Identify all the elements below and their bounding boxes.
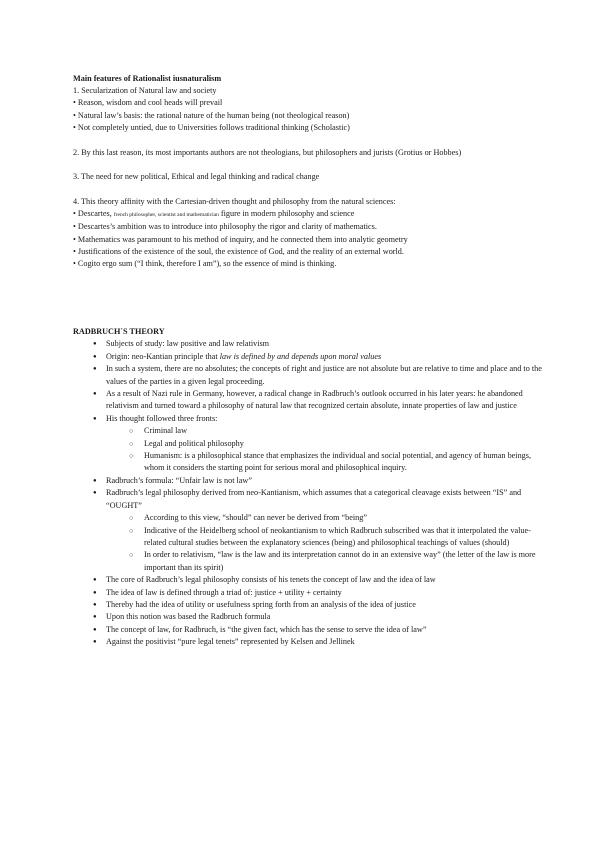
sub-list-item: ○ Criminal law — [73, 425, 543, 437]
list-item: ● His thought followed three fronts: — [73, 413, 543, 425]
sub-list-item: ○ Humanism: is a philosophical stance that emphasizes the individual and social potential, and agency of human beings, whom it considers the starting point for serious moral and philosophical inquiry. — [73, 450, 543, 475]
list-item: ● In such a system, there are no absolutes; the concepts of right and justice are not absolute but are relative to time and place and to the values of the parties in a given legal proceeding. — [73, 363, 543, 388]
point-4-bullet: • Justifications of the existence of the soul, the existence of God, and the reality of an external world. — [73, 246, 404, 256]
list-item: ● The concept of law, for Radbruch, is “the given fact, which has the sense to serve the idea of law” — [73, 624, 543, 636]
origin-italic: law is defined by and depends upon moral values — [219, 351, 382, 361]
descartes-small: french philosopher, scientist and mathematician — [113, 212, 219, 219]
point-1-bullet: • Natural law’s basis: the rational nature of the human being (not theological reason) — [73, 110, 350, 120]
sub-list-item: ○ Indicative of the Heidelberg school of neokantianism to which Radbruch subscribed was that it interpolated the value-related cultural studies between the explanatory sciences (being) and philosophical teachings of values (should) — [73, 525, 543, 550]
list-item: ● Radbruch’s formula: “Unfair law is not law” — [73, 475, 543, 487]
list-item: ● As a result of Nazi rule in Germany, however, a radical change in Radbruch’s outlook occurred in his later years: he abandoned relativism and turned toward a philosophy of natural law that recognized certain absolute, innate properties of law and justice — [73, 388, 543, 413]
list-item: ● Subjects of study: law positive and law relativism — [73, 338, 543, 350]
sub-list-item: ○ According to this view, “should” can never be derived from “being” — [73, 512, 543, 524]
point-4-bullet-descartes — [73, 208, 543, 221]
sub-list-item: ○ Legal and political philosophy — [73, 438, 543, 450]
point-1-bullet: • Not completely untied, due to Universities follows traditional thinking (Scholastic) — [73, 122, 350, 132]
point-3: 3. The need for new political, Ethical and legal thinking and radical change — [73, 172, 320, 182]
list-item: ● Upon this notion was based the Radbruch formula — [73, 611, 543, 623]
radbruch-section — [73, 326, 543, 649]
list-item: ● The idea of law is defined through a triad of: justice + utility + certainty — [73, 587, 543, 599]
point-4-bullet: • Descartes’s ambition was to introduce into philosophy the rigor and clarity of mathematics. — [73, 222, 377, 232]
rationalist-section — [73, 73, 543, 270]
descartes-prefix: • Descartes, — [73, 209, 114, 219]
descartes-suffix: figure in modern philosophy and science — [218, 209, 355, 219]
point-4-bullet: • Cogito ergo sum (“I think, therefore I am”), so the essence of mind is thinking. — [73, 258, 337, 268]
sub-list-item: ○ In order to relativism, “law is the law and its interpretation cannot do in an extensive way” (the letter of the law is more important than its spirit) — [73, 549, 543, 574]
list-item: ● The core of Radbruch’s legal philosophy consists of his tenets the concept of law and the idea of law — [73, 574, 543, 586]
list-item: ● Against the positivist “pure legal tenets” represented by Kelsen and Jellinek — [73, 636, 543, 648]
list-item: ● Thereby had the idea of utility or usefulness spring forth from an analysis of the idea of justice — [73, 599, 543, 611]
point-4-bullet: • Mathematics was paramount to his method of inquiry, and he connected them into analytic geometry — [73, 234, 408, 244]
point-1-bullet: • Reason, wisdom and cool heads will prevail — [73, 98, 223, 108]
origin-prefix: Origin: neo-Kantian principle that — [106, 351, 220, 361]
point-4: 4. This theory affinity with the Cartesian-driven thought and philosophy from the natural sciences: — [73, 196, 396, 206]
radbruch-heading: RADBRUCH´S THEORY — [73, 327, 165, 336]
list-item: ● Radbruch’s legal philosophy derived from neo-Kantianism, which assumes that a categorical cleavage exists between “IS” and “OUGHT” — [73, 487, 543, 512]
rationalist-heading: Main features of Rationalist iusnaturalism — [73, 74, 222, 83]
point-2: 2. By this last reason, its most importants authors are not theologians, but philosophers and jurists (Grotius or Hobbes) — [73, 147, 462, 157]
radbruch-list — [73, 338, 543, 648]
list-item — [73, 351, 543, 363]
point-1: 1. Secularization of Natural law and society — [73, 86, 217, 96]
